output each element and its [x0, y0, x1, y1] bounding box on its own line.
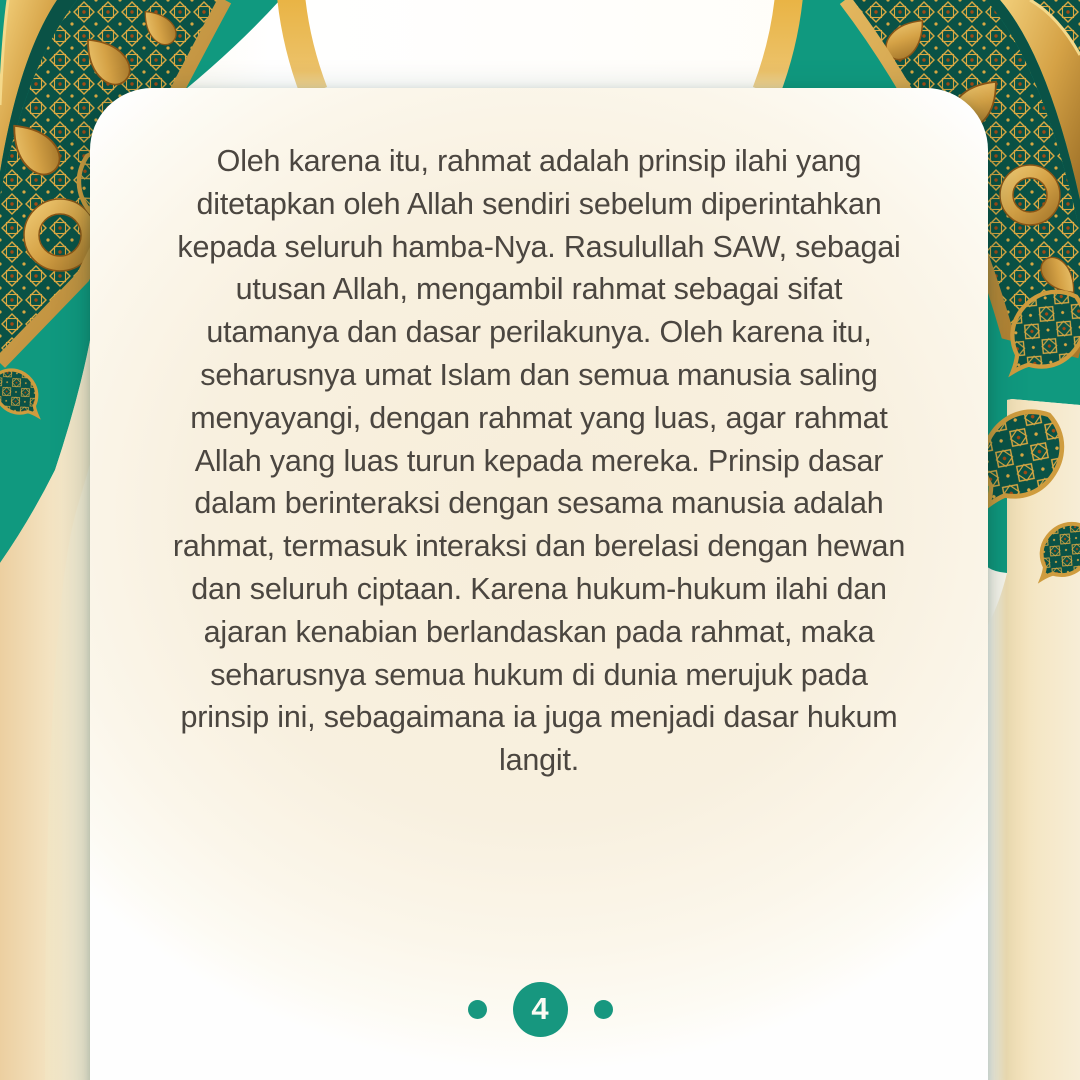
body-text: Oleh karena itu, rahmat adalah prinsip ilahi yang ditetapkan oleh Allah sendiri sebelum diperintahkan kepada seluruh hamba-Nya. Rasulullah SAW, sebagai utusan Allah, mengambil rahmat sebagai sifat utamanya dan dasar perilakunya. Oleh karena itu, seharusnya umat Islam dan semua manusia saling menyayangi, dengan rahmat yang luas, agar rahmat Allah yang luas turun kepada mereka. Prinsip dasar dalam berinteraksi dengan sesama manusia adalah rahmat, termasuk interaksi dan berelasi dengan hewan dan seluruh ciptaan. Karena hukum-hukum ilahi dan ajaran kenabian berlandaskan pada rahmat, maka seharusnya semua hukum di dunia merujuk pada prinsip ini, sebagaimana ia juga menjadi dasar hukum langit. [172, 144, 906, 778]
page-number: 4 [531, 991, 549, 1026]
content-card [90, 88, 988, 1080]
pager-dot-left [468, 1000, 487, 1019]
pager [0, 981, 1080, 1037]
pager-dot-right [594, 1000, 613, 1019]
page-number-badge [513, 982, 568, 1037]
